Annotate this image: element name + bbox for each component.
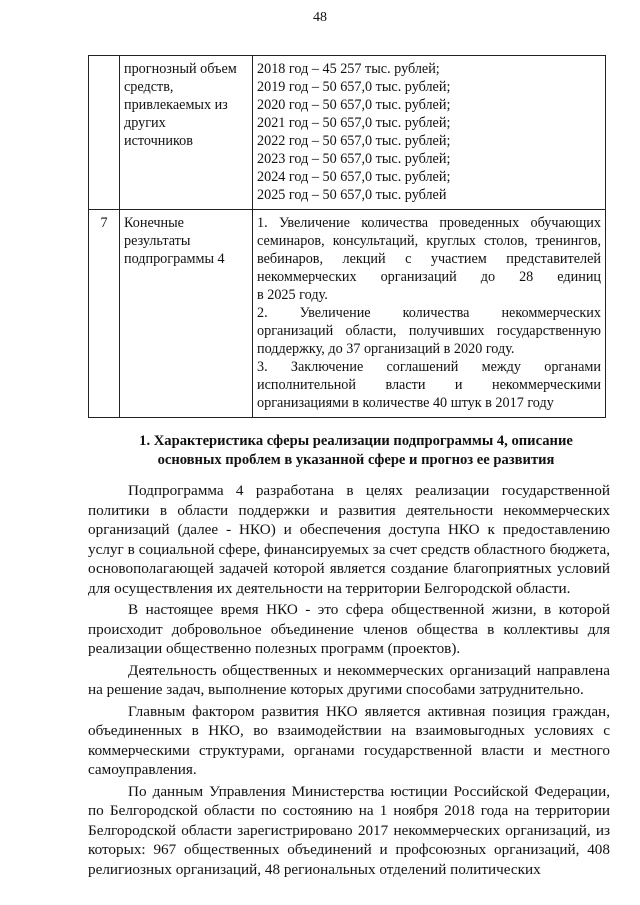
- label-line: других: [124, 115, 166, 131]
- section-heading-line: основных проблем в указанной сфере и прогноз ее развития: [157, 452, 555, 468]
- page-number: 48: [313, 10, 327, 25]
- label-line: прогнозный объем: [124, 61, 237, 77]
- funding-line: 2025 год – 50 657,0 тыс. рублей: [257, 187, 447, 203]
- label-line: источников: [124, 133, 193, 149]
- funding-line: 2020 год – 50 657,0 тыс. рублей;: [257, 97, 451, 113]
- result-line: 1. Увеличение количества проведенных обучающих: [257, 215, 601, 231]
- result-line: организаций области, получивших государственную: [257, 323, 601, 339]
- funding-line: 2018 год – 45 257 тыс. рублей;: [257, 61, 440, 77]
- paragraph: Главным фактором развития НКО является активная позиция граждан, объединенных в НКО, во взаимодействии на взаимовыгодных условиях с коммерческими структурами, органами государственной власти и местного самоуправления.: [88, 702, 610, 778]
- paragraph: Деятельность общественных и некоммерческих организаций направлена на решение задач, выполнение которых другими способами затруднительно.: [88, 661, 610, 698]
- row-number: 7: [89, 210, 120, 418]
- paragraph: В настоящее время НКО - это сфера общественной жизни, в которой происходит добровольное объединение членов общества в коллективы для реализации общественно полезных программ (проектов).: [88, 601, 610, 657]
- result-line: 2. Увеличение количества некоммерческих: [257, 305, 601, 321]
- funding-values: [253, 56, 606, 210]
- passport-table: [88, 55, 606, 418]
- body-text: [88, 481, 610, 881]
- result-line: некоммерческих организаций до 28 единиц: [257, 269, 601, 285]
- result-line: поддержку, до 37 организаций в 2020 году.: [257, 341, 515, 357]
- result-line: в 2025 году.: [257, 287, 328, 303]
- row-label: [120, 210, 253, 418]
- funding-line: 2023 год – 50 657,0 тыс. рублей;: [257, 151, 451, 167]
- label-line: привлекаемых из: [124, 97, 228, 113]
- result-line: семинаров, консультаций, круглых столов, тренингов,: [257, 233, 601, 249]
- table-row: [89, 210, 606, 418]
- final-results: [253, 210, 606, 418]
- section-heading-line: 1. Характеристика сферы реализации подпрограммы 4, описание: [139, 433, 573, 449]
- result-line: организациями в количестве 40 штук в 2017 году: [257, 395, 554, 411]
- row-label: [120, 56, 253, 210]
- label-line: средств,: [124, 79, 174, 95]
- section-heading: [100, 432, 612, 470]
- row-number: [89, 56, 120, 210]
- funding-line: 2022 год – 50 657,0 тыс. рублей;: [257, 133, 451, 149]
- paragraph: По данным Управления Министерства юстиции Российской Федерации, по Белгородской области по состоянию на 1 ноября 2018 года на территории Белгородской области зарегистрировано 2017 некоммерческих организаций, из которых: 967 общественных объединений и профсоюзных организаций, 408 религиозных организаций, 48 региональных отделений политических: [88, 782, 610, 878]
- label-line: подпрограммы 4: [124, 251, 225, 267]
- funding-line: 2019 год – 50 657,0 тыс. рублей;: [257, 79, 451, 95]
- label-line: Конечные: [124, 215, 184, 231]
- funding-line: 2021 год – 50 657,0 тыс. рублей;: [257, 115, 451, 131]
- result-line: исполнительной власти и некоммерческими: [257, 377, 601, 393]
- table-row: [89, 56, 606, 210]
- funding-line: 2024 год – 50 657,0 тыс. рублей;: [257, 169, 451, 185]
- paragraph: Подпрограмма 4 разработана в целях реализации государственной политики в области поддержки и развития деятельности некоммерческих организаций (далее - НКО) и обеспечения доступа НКО к предоставлению услуг в социальной сфере, финансируемых за счет средств областного бюджета, основополагающей задачей которой является создание благоприятных условий для осуществления их деятельности на территории Белгородской области.: [88, 482, 610, 597]
- result-line: вебинаров, лекций с участием представителей: [257, 251, 601, 267]
- label-line: результаты: [124, 233, 191, 249]
- result-line: 3. Заключение соглашений между органами: [257, 359, 601, 375]
